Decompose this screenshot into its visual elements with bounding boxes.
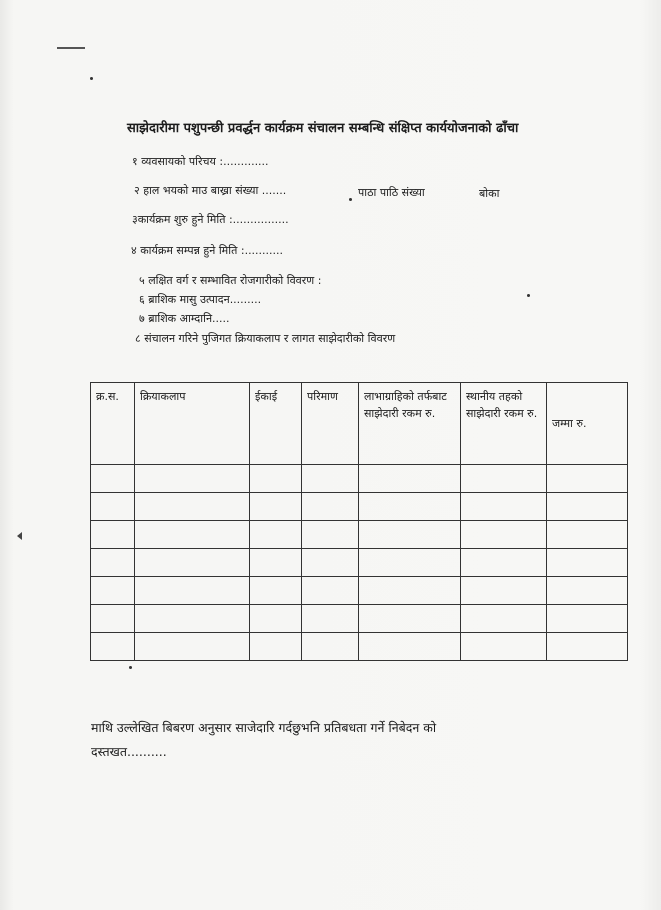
form-title: साझेदारीमा पशुपन्छी प्रवर्द्धन कार्यक्रम संचालन सम्बन्धि संक्षिप्त कार्ययोजनाको ढाँचा	[127, 121, 519, 136]
col-header-quantity: परिमाण	[302, 383, 359, 465]
table-row	[91, 465, 628, 493]
table-row	[91, 577, 628, 605]
table-row	[91, 633, 628, 661]
col-header-serial: क्र.स.	[91, 383, 135, 465]
annual-income-line: ७ ब्राशिक आम्दानि.....	[139, 312, 230, 325]
start-date-line: ३कार्यक्रम शुरु हुने मिति :................	[132, 213, 289, 226]
commitment-statement	[91, 716, 561, 764]
buck-label: बोका	[479, 187, 500, 200]
pen-mark	[57, 47, 85, 49]
edge-arrow-mark	[17, 532, 22, 540]
business-intro-line: १ व्यवसायको परिचय :.............	[132, 155, 269, 168]
signature-line: दस्तखत..........	[91, 744, 167, 759]
col-header-beneficiary-share: लाभाग्राहिको तर्फबाट साझेदारी रकम रु.	[359, 383, 461, 465]
speck	[129, 666, 132, 669]
table-row	[91, 549, 628, 577]
col-header-total: जम्मा रु.	[547, 383, 628, 465]
table-body	[91, 465, 628, 661]
current-goat-count-line: २ हाल भयको माउ बाख्रा संख्या .......	[134, 184, 287, 197]
meat-production-line: ६ ब्राशिक मासु उत्पादन.........	[139, 293, 262, 306]
target-group-line: ५ लक्षित वर्ग र सम्भावित रोजगारीको विवरण :	[139, 274, 322, 287]
kid-count-label: पाठा पाठि संख्या	[358, 186, 425, 199]
col-header-unit: ईकाई	[250, 383, 302, 465]
cost-sharing-line: ८ संचालन गरिने पुजिगत क्रियाकलाप र लागत साझेदारीको विवरण	[135, 332, 396, 345]
speck	[527, 294, 530, 297]
speck	[90, 77, 93, 80]
table-row	[91, 521, 628, 549]
table-row	[91, 493, 628, 521]
col-header-local-share: स्थानीय तहको साझेदारी रकम रु.	[461, 383, 547, 465]
end-date-line: ४ कार्यक्रम सम्पन्न हुने मिति :...........	[131, 244, 284, 257]
table-row	[91, 605, 628, 633]
cost-sharing-table	[90, 382, 628, 661]
col-header-activity: क्रियाकलाप	[135, 383, 250, 465]
speck	[349, 198, 352, 201]
statement-text: माथि उल्लेखित बिबरण अनुसार साजेदारि गर्दछुभनि प्रतिबधता गर्ने निबेदन को	[91, 720, 437, 735]
